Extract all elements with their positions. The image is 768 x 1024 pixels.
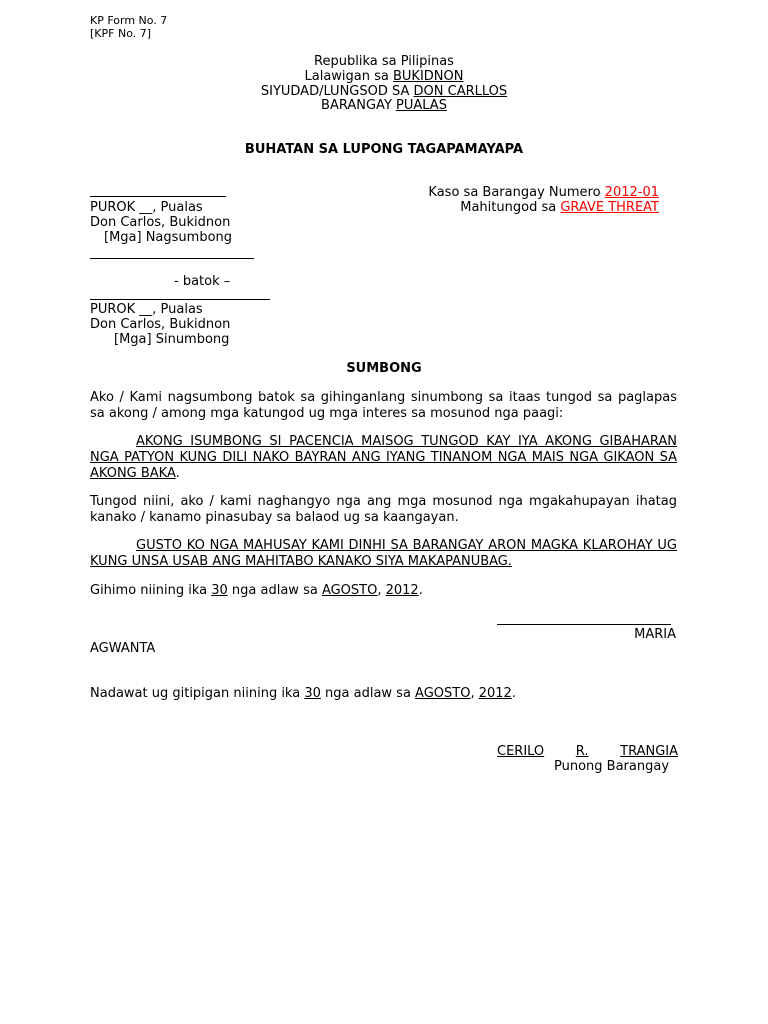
complainant-address: Don Carlos, Bukidnon (90, 215, 231, 230)
complainant-label: [Mga] Nagsumbong (104, 230, 233, 245)
received-year: 2012 (478, 686, 512, 701)
header-province: Lalawigan sa BUKIDNON (304, 69, 464, 84)
province-name: BUKIDNON (393, 69, 464, 84)
document-title: BUHATAN SA LUPONG TAGAPAMAYAPA (244, 142, 524, 157)
versus-label: - batok – (174, 274, 231, 289)
respondent-purok: PUROK __, Pualas (90, 302, 203, 317)
complainant-signature-line (497, 624, 671, 625)
made-day: 30 (211, 583, 228, 598)
relief-intro-paragraph: Tungod niini, ako / kami naghangyo nga ang mga mosunod nga mgakahupayan ihatag kanako / kanamo pinasubay sa balaod ug sa kaangayan. (90, 494, 677, 525)
header-republic: Republika sa Pilipinas (314, 54, 454, 69)
made-date: Gihimo niining ika 30 nga adlaw sa AGOSTO, 2012. (90, 583, 423, 598)
made-month: AGOSTO (321, 583, 378, 598)
respondent-label: [Mga] Sinumbong (114, 332, 230, 347)
received-month: AGOSTO (415, 686, 471, 701)
complainant-purok: PUROK __, Pualas (90, 200, 203, 215)
signatory-last-name: AGWANTA (90, 641, 156, 656)
case-subject: Mahitungod sa GRAVE THREAT (460, 200, 659, 215)
header-city: SIYUDAD/LUNGSOD SA DON CARLLOS (260, 84, 508, 99)
form-code: [KPF No. 7] (90, 27, 152, 40)
case-number: Kaso sa Barangay Numero 2012-01 (428, 185, 659, 200)
received-date: Nadawat ug gitipigan niining ika 30 nga adlaw sa AGOSTO, 2012. (90, 686, 516, 701)
respondent-address: Don Carlos, Bukidnon (90, 317, 231, 332)
received-day: 30 (304, 686, 321, 701)
case-subject-value: GRAVE THREAT (560, 200, 659, 215)
form-number: KP Form No. 7 (90, 14, 168, 27)
city-name: DON CARLLOS (413, 84, 508, 99)
intro-paragraph: Ako / Kami nagsumbong batok sa gihinganlang sinumbong sa itaas tungod sa paglapas sa akong / among mga katungod ug mga interes sa mosunod nga paagi: (90, 390, 677, 421)
barangay-name: PUALAS (396, 98, 447, 113)
complainant-name-line (90, 196, 226, 197)
relief-text: GUSTO KO NGA MAHUSAY KAMI DINHI SA BARANGAY ARON MAGKA KLAROHAY UG KUNG UNSA USAB ANG MAHITABO KANAKO SIYA MAKAPANUBAG. (90, 538, 677, 569)
punong-barangay-name: CERILO R. TRANGIA (497, 744, 678, 759)
respondent-name-line (90, 299, 270, 300)
section-title: SUMBONG (346, 361, 422, 376)
made-year: 2012 (385, 583, 419, 598)
case-number-value: 2012-01 (604, 185, 659, 200)
signatory-first-name: MARIA (634, 627, 676, 642)
header-barangay: BARANGAY PUALAS (321, 98, 447, 113)
complaint-paragraph: AKONG ISUMBONG SI PACENCIA MAISOG TUNGOD KAY IYA AKONG GIBAHARAN NGA PATYON KUNG DILI NAKO BAYRAN ANG IYANG TINANOM NGA MAIS NGA GIKAON SA AKONG BAKA. (90, 434, 677, 481)
complainant-divider (90, 258, 254, 259)
complaint-text: AKONG ISUMBONG SI PACENCIA MAISOG TUNGOD KAY IYA AKONG GIBAHARAN NGA PATYON KUNG DILI NAKO BAYRAN ANG IYANG TINANOM NGA MAIS NGA GIKAON SA AKONG BAKA (90, 434, 677, 481)
relief-paragraph (90, 538, 677, 570)
punong-barangay-title: Punong Barangay (554, 759, 670, 774)
